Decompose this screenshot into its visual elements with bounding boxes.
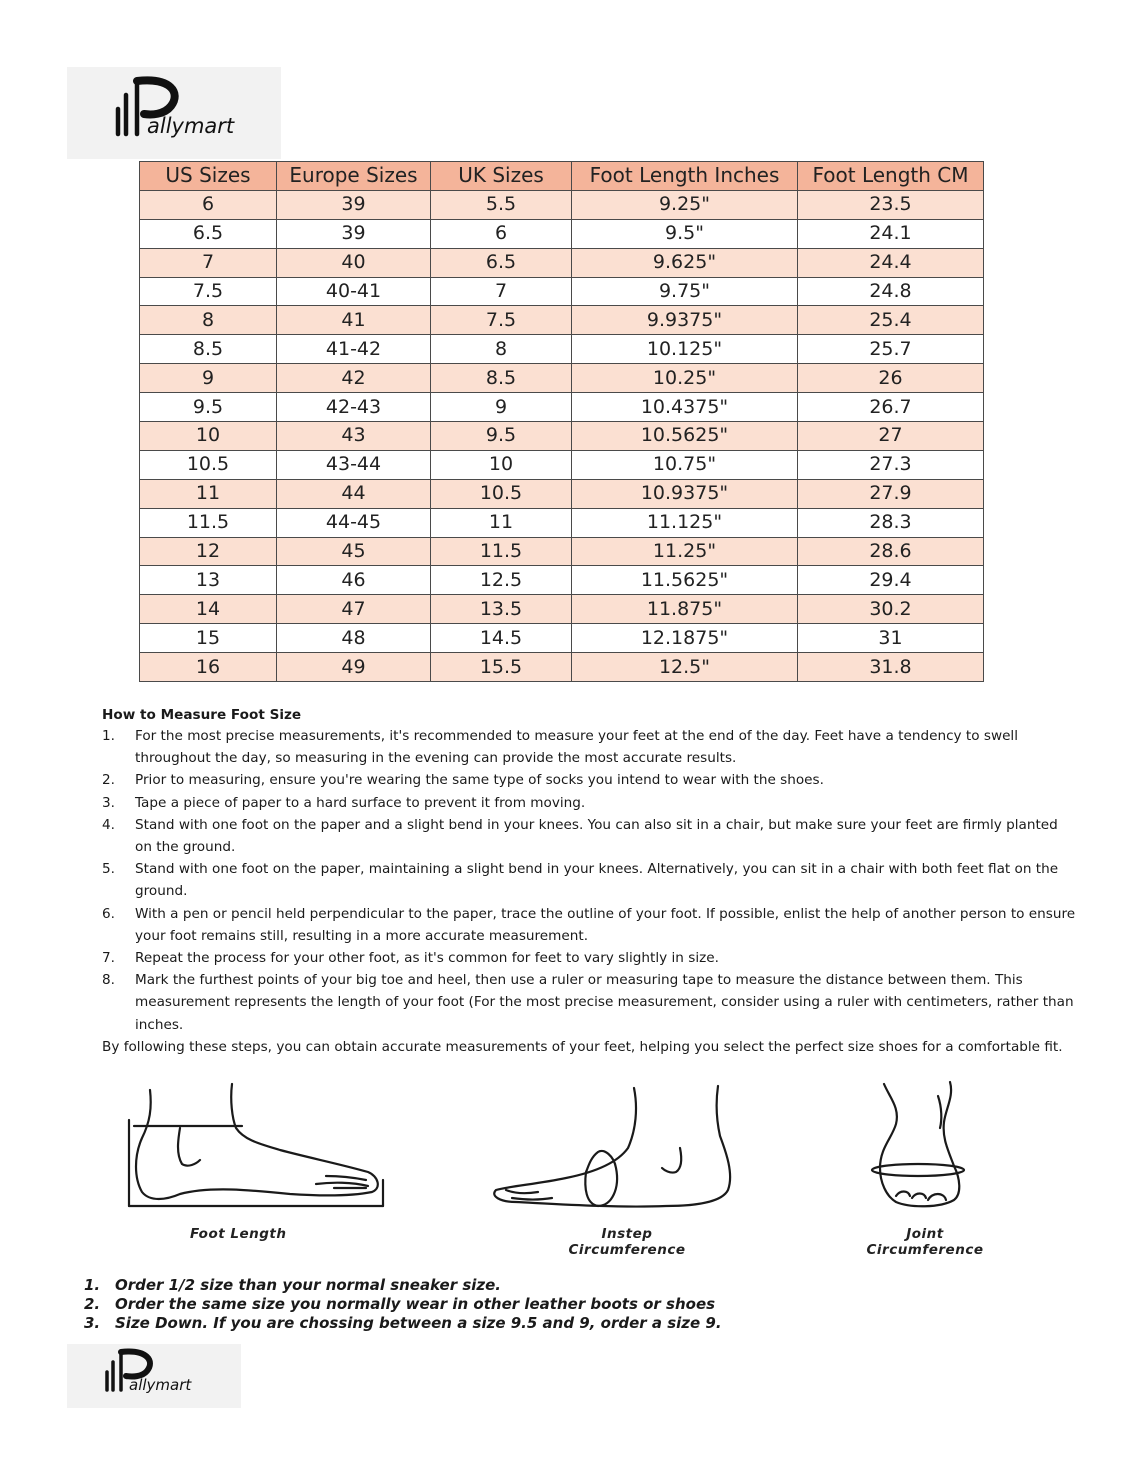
brand-logo-top (67, 67, 281, 159)
step-number: 7. (102, 950, 115, 967)
cell-europe-size: 41-42 (277, 335, 431, 364)
cell-europe-size: 41 (277, 306, 431, 335)
list-item (102, 769, 1077, 791)
cell-uk-size: 10.5 (431, 479, 572, 508)
cell-foot-length-cm: 27.3 (798, 450, 984, 479)
cell-foot-length-cm: 27.9 (798, 479, 984, 508)
step-number: 8. (102, 972, 115, 989)
table-row (140, 364, 984, 393)
step-text: Prior to measuring, ensure you're wearing the same type of socks you intend to wear with the shoes. (135, 772, 824, 789)
cell-foot-length-inches: 10.75" (572, 450, 798, 479)
how-to-title: How to Measure Foot Size (102, 707, 302, 723)
cell-foot-length-inches: 10.9375" (572, 479, 798, 508)
cell-us-size: 10 (140, 422, 277, 451)
figure-caption-instep-line2: Circumference (568, 1242, 686, 1258)
cell-us-size: 15 (140, 624, 277, 653)
cell-foot-length-cm: 26 (798, 364, 984, 393)
size-chart-table (139, 161, 984, 682)
cell-us-size: 6 (140, 190, 277, 219)
figure-instep (486, 1078, 766, 1268)
header-europe-sizes: Europe Sizes (277, 162, 431, 191)
cell-foot-length-inches: 11.125" (572, 508, 798, 537)
step-number: 2. (102, 772, 115, 789)
cell-foot-length-inches: 10.125" (572, 335, 798, 364)
header-foot-length-cm: Foot Length CM (798, 162, 984, 191)
cell-foot-length-inches: 9.75" (572, 277, 798, 306)
cell-uk-size: 5.5 (431, 190, 572, 219)
note-number: 2. (84, 1295, 101, 1313)
table-row (140, 508, 984, 537)
cell-foot-length-cm: 27 (798, 422, 984, 451)
cell-europe-size: 43 (277, 422, 431, 451)
cell-uk-size: 7 (431, 277, 572, 306)
size-chart-body (140, 190, 984, 681)
step-number: 3. (102, 794, 115, 811)
table-row (140, 624, 984, 653)
cell-us-size: 9 (140, 364, 277, 393)
cell-foot-length-inches: 9.625" (572, 248, 798, 277)
cell-us-size: 13 (140, 566, 277, 595)
cell-us-size: 6.5 (140, 219, 277, 248)
size-chart-header-row (140, 162, 984, 191)
table-row (140, 277, 984, 306)
figure-joint (850, 1078, 1000, 1268)
note-text: Order the same size you normally wear in other leather boots or shoes (115, 1295, 716, 1313)
list-item (84, 1295, 784, 1314)
cell-uk-size: 13.5 (431, 595, 572, 624)
cell-europe-size: 43-44 (277, 450, 431, 479)
table-row (140, 306, 984, 335)
step-number: 4. (102, 816, 115, 833)
foot-length-diagram-icon (120, 1078, 390, 1218)
figure-foot-length (120, 1078, 390, 1258)
figure-caption-joint-line2: Circumference (866, 1242, 984, 1258)
cell-foot-length-inches: 10.25" (572, 364, 798, 393)
cell-uk-size: 6.5 (431, 248, 572, 277)
cell-foot-length-inches: 11.5625" (572, 566, 798, 595)
table-row (140, 479, 984, 508)
list-item (102, 969, 1077, 1036)
note-text: Size Down. If you are chossing between a size 9.5 and 9, order a size 9. (115, 1314, 722, 1332)
figure-caption-instep-line1: Instep (601, 1226, 653, 1242)
step-text: With a pen or pencil held perpendicular to the paper, trace the outline of your foot. If possible, enlist the help of another person to ensure your foot remains still, resulting in a more accurate measurement. (135, 905, 1076, 944)
table-row (140, 595, 984, 624)
cell-uk-size: 9.5 (431, 422, 572, 451)
list-item (102, 792, 1077, 814)
svg-text:allymart: allymart (147, 114, 235, 138)
header-foot-length-inches: Foot Length Inches (572, 162, 798, 191)
figure-caption-joint-line1: Joint (906, 1226, 944, 1242)
how-to-conclusion: By following these steps, you can obtain accurate measurements of your feet, helping you select the perfect size shoes for a comfortable fit. (102, 1038, 1063, 1055)
cell-foot-length-cm: 26.7 (798, 393, 984, 422)
table-row (140, 653, 984, 682)
step-text: Mark the furthest points of your big toe and heel, then use a ruler or measuring tape to measure the distance between them. This measurement represents the length of your foot (For the most precise measurement, consider using a ruler with centimeters, rather than inches. (135, 972, 1074, 1033)
cell-uk-size: 10 (431, 450, 572, 479)
cell-us-size: 7 (140, 248, 277, 277)
pallymart-logo-icon (67, 1344, 241, 1408)
brand-logo-bottom (67, 1344, 241, 1408)
cell-us-size: 11.5 (140, 508, 277, 537)
cell-foot-length-cm: 31 (798, 624, 984, 653)
cell-foot-length-cm: 24.8 (798, 277, 984, 306)
cell-uk-size: 6 (431, 219, 572, 248)
cell-uk-size: 8 (431, 335, 572, 364)
cell-foot-length-inches: 12.5" (572, 653, 798, 682)
cell-foot-length-cm: 23.5 (798, 190, 984, 219)
svg-text:allymart: allymart (129, 1376, 192, 1394)
cell-europe-size: 39 (277, 219, 431, 248)
cell-us-size: 8.5 (140, 335, 277, 364)
measurement-figures (0, 1078, 1140, 1268)
table-row (140, 219, 984, 248)
cell-uk-size: 9 (431, 393, 572, 422)
cell-uk-size: 11.5 (431, 537, 572, 566)
cell-europe-size: 39 (277, 190, 431, 219)
cell-foot-length-inches: 12.1875" (572, 624, 798, 653)
note-text: Order 1/2 size than your normal sneaker size. (115, 1276, 502, 1294)
cell-foot-length-inches: 11.875" (572, 595, 798, 624)
cell-europe-size: 40 (277, 248, 431, 277)
list-item (102, 725, 1077, 769)
how-to-measure-section (102, 706, 1077, 1058)
cell-foot-length-cm: 28.6 (798, 537, 984, 566)
table-row (140, 450, 984, 479)
step-number: 5. (102, 861, 115, 878)
header-uk-sizes: UK Sizes (431, 162, 572, 191)
cell-uk-size: 12.5 (431, 566, 572, 595)
table-row (140, 190, 984, 219)
note-number: 3. (84, 1314, 101, 1332)
list-item (102, 903, 1077, 947)
table-row (140, 393, 984, 422)
cell-uk-size: 8.5 (431, 364, 572, 393)
cell-europe-size: 46 (277, 566, 431, 595)
figure-caption-foot-length: Foot Length (190, 1226, 287, 1242)
cell-foot-length-cm: 30.2 (798, 595, 984, 624)
cell-foot-length-inches: 10.4375" (572, 393, 798, 422)
instep-circumference-diagram-icon (486, 1078, 766, 1218)
list-item (84, 1314, 784, 1333)
table-row (140, 422, 984, 451)
step-text: Repeat the process for your other foot, as it's common for feet to vary slightly in size. (135, 950, 719, 967)
table-row (140, 248, 984, 277)
cell-us-size: 10.5 (140, 450, 277, 479)
cell-europe-size: 44 (277, 479, 431, 508)
cell-uk-size: 7.5 (431, 306, 572, 335)
cell-europe-size: 49 (277, 653, 431, 682)
cell-us-size: 11 (140, 479, 277, 508)
sizing-notes (84, 1276, 784, 1333)
cell-foot-length-inches: 10.5625" (572, 422, 798, 451)
cell-europe-size: 47 (277, 595, 431, 624)
cell-foot-length-cm: 28.3 (798, 508, 984, 537)
table-row (140, 537, 984, 566)
cell-foot-length-cm: 24.1 (798, 219, 984, 248)
cell-europe-size: 42 (277, 364, 431, 393)
cell-europe-size: 42-43 (277, 393, 431, 422)
how-to-steps-list (102, 725, 1077, 1036)
cell-europe-size: 45 (277, 537, 431, 566)
list-item (102, 858, 1077, 902)
list-item (102, 947, 1077, 969)
note-number: 1. (84, 1276, 101, 1294)
cell-foot-length-cm: 25.4 (798, 306, 984, 335)
cell-foot-length-cm: 31.8 (798, 653, 984, 682)
cell-us-size: 14 (140, 595, 277, 624)
cell-foot-length-cm: 25.7 (798, 335, 984, 364)
step-text: Tape a piece of paper to a hard surface to prevent it from moving. (135, 794, 586, 811)
cell-foot-length-inches: 11.25" (572, 537, 798, 566)
joint-circumference-diagram-icon (850, 1078, 1000, 1218)
cell-us-size: 8 (140, 306, 277, 335)
cell-foot-length-inches: 9.9375" (572, 306, 798, 335)
cell-foot-length-inches: 9.5" (572, 219, 798, 248)
cell-us-size: 12 (140, 537, 277, 566)
sizing-notes-list (84, 1276, 784, 1333)
cell-us-size: 7.5 (140, 277, 277, 306)
cell-us-size: 9.5 (140, 393, 277, 422)
cell-europe-size: 40-41 (277, 277, 431, 306)
step-text: Stand with one foot on the paper, maintaining a slight bend in your knees. Alternatively, you can sit in a chair with both feet flat on the ground. (135, 861, 1059, 900)
list-item (84, 1276, 784, 1295)
cell-uk-size: 14.5 (431, 624, 572, 653)
cell-foot-length-inches: 9.25" (572, 190, 798, 219)
pallymart-logo-icon (67, 67, 281, 159)
cell-uk-size: 15.5 (431, 653, 572, 682)
step-number: 1. (102, 728, 115, 744)
table-row (140, 566, 984, 595)
cell-europe-size: 44-45 (277, 508, 431, 537)
list-item (102, 814, 1077, 858)
step-text: Stand with one foot on the paper and a slight bend in your knees. You can also sit in a chair, but make sure your feet are firmly planted on the ground. (135, 816, 1058, 856)
cell-foot-length-cm: 29.4 (798, 566, 984, 595)
cell-uk-size: 11 (431, 508, 572, 537)
cell-europe-size: 48 (277, 624, 431, 653)
cell-us-size: 16 (140, 653, 277, 682)
step-number: 6. (102, 905, 115, 922)
table-row (140, 335, 984, 364)
cell-foot-length-cm: 24.4 (798, 248, 984, 277)
header-us-sizes: US Sizes (140, 162, 277, 191)
step-text: For the most precise measurements, it's recommended to measure your feet at the end of the day. Feet have a tendency to swell throughout the day, so measuring in the evening can provide the most accurate results. (135, 728, 1018, 767)
